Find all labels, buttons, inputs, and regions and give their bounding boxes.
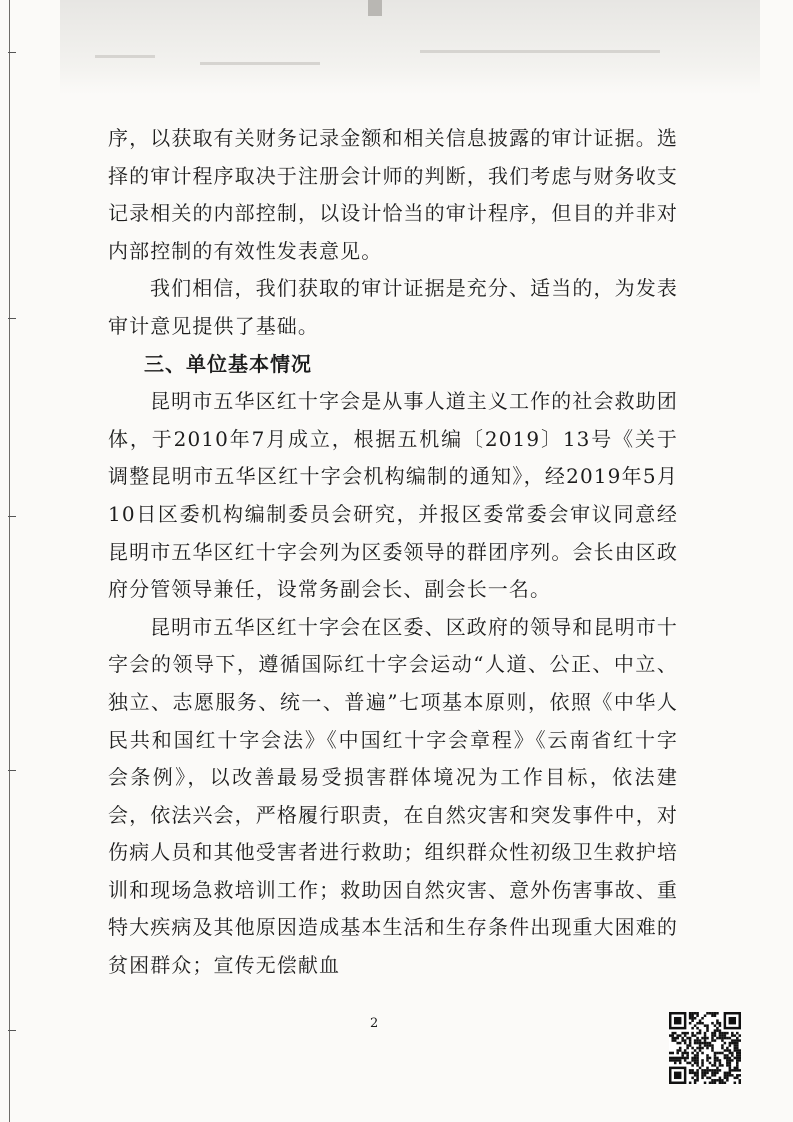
paragraph-audit-procedure: 序，以获取有关财务记录金额和相关信息披露的审计证据。选择的审计程序取决于注册会计师的判断，我们考虑与财务收支记录相关的内部控制，以设计恰当的审计程序，但目的并非对内部控制的有效性发表意见。 [108, 126, 678, 263]
bleed-through-mark [200, 62, 320, 65]
paragraph-organization-duties: 昆明市五华区红十字会在区委、区政府的领导和昆明市十字会的领导下，遵循国际红十字会运动“人道、公正、中立、独立、志愿服务、统一、普遍”七项基本原则，依照《中华人民共和国红十字会法》《中国红十字会章程》《云南省红十字会条例》，以改善最易受损害群体境况为工作目标，依法建会，依法兴会，严格履行职责，在自然灾害和突发事件中，对伤病人员和其他受害者进行救助；组织群众性初级卫生救护培训和现场急救培训工作；救助因自然灾害、意外伤害事故、重特大疾病及其他原因造成基本生活和生存条件出现重大困难的贫困群众；宣传无偿献血 [108, 614, 678, 978]
section-heading: 三、单位基本情况 [144, 351, 312, 376]
scan-shadow-band [60, 0, 760, 95]
paragraph-audit-basis: 我们相信，我们获取的审计证据是充分、适当的，为发表审计意见提供了基础。 [108, 276, 678, 338]
margin-tick [8, 1030, 16, 1031]
margin-tick [8, 318, 16, 319]
margin-tick [8, 516, 16, 517]
qr-code-icon [669, 1012, 741, 1084]
bleed-through-mark [420, 50, 660, 53]
scan-artifact-mark [368, 0, 382, 16]
margin-tick [8, 52, 16, 53]
document-body [108, 120, 678, 985]
binding-edge-line [9, 0, 10, 1122]
bleed-through-mark [95, 55, 155, 58]
paragraph-organization-intro: 昆明市五华区红十字会是从事人道主义工作的社会救助团体，于2010年7月成立，根据五机编〔2019〕13号《关于调整昆明市五华区红十字会机构编制的通知》，经2019年5月10日区委机构编制委员会研究，并报区委常委会审议同意经昆明市五华区红十字会列为区委领导的群团序列。会长由区政府分管领导兼任，设常务副会长、副会长一名。 [108, 389, 678, 602]
page-number: 2 [370, 1016, 379, 1031]
margin-tick [8, 770, 16, 771]
